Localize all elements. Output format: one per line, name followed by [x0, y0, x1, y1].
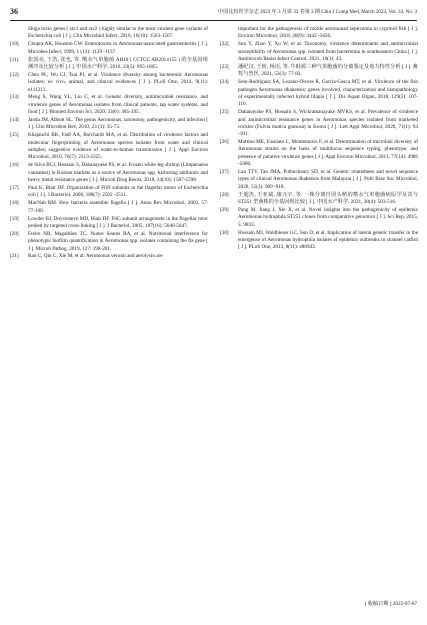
reference-number: [30]: [220, 229, 229, 236]
reference-entry: [10, 216, 208, 231]
reference-text: Dahanayake PS, Hossain S, Wickramanayake MVKS, et al. Prevalence of virulence and antimicrobial resistance genes in Aeromonas species isolated from marketed cockles (Fulvia mutica granosa) in Korea [ J ]. Lett Appl Microbiol, 2020, 71(1): 94 -101.: [238, 109, 418, 138]
reference-number: [20]: [10, 230, 19, 237]
reference-number: [25]: [220, 109, 229, 116]
reference-number: [22]: [220, 41, 229, 48]
reference-number: [10]: [10, 41, 19, 48]
running-title: 中国比较医学杂志 2023 年 3 月第 33 卷第 3 期 Chin J Comp Med, March 2023, Vol. 33, No. 3: [218, 9, 417, 15]
reference-number: [28]: [220, 191, 229, 198]
reference-entry: [220, 192, 418, 207]
reference-number: [14]: [10, 117, 19, 124]
reference-entry: [10, 117, 208, 132]
reference-entry: [10, 41, 208, 56]
reference-entry: [10, 72, 208, 94]
reference-text: Hossain MJ, Waldbieser GC, Sun D, et al. Implication of lateral genetic transfer in the emergence of Aeromonas hydrophila isolates of epidemic outbreaks in channel catfish [ J ]. PLoS One, 2013, 8(11): e80943.: [238, 229, 418, 251]
reference-continuation: Shiga toxin genes ( stx1 and stx2 ) highly similar to the most virulent gene variants of Escherichia coli [ J ]. Clin Microbiol Infect, 2016, 16(10): 1563-1567.: [28, 26, 208, 40]
reference-number: [17]: [10, 184, 19, 191]
reference-text: Martino ME, Fasolato L, Montemurro F, et al. Determination of microbial diversity of Aeromonas strains on the basis of multilocus sequence typing, phenotype, and presence of putative virulence genes [ J ]. Appl Environ Microbiol, 2011, 77(14): 4986 -5000.: [238, 139, 418, 168]
reference-text: MacNab RM. How bacteria assemble flagella [ J ]. Annu Rev Microbiol, 2003, 57: 77-100.: [28, 200, 208, 214]
page-header: [10, 8, 417, 18]
reference-text: Lowder BJ, Duyvesteyn MD, Blair DF. FliG subunit arrangement in the flagellar rotor probed by targeted cross-linking [ J ]. J Bacteriol, 2005, 187(16): 5640-5647.: [28, 215, 208, 229]
reference-number: [11]: [10, 56, 19, 63]
reference-number: [15]: [10, 132, 19, 139]
reference-entry: [10, 94, 208, 116]
reference-text: Freire NB, Magalhães TC, Nunes Soares RA, et al. Nutritional interference for phenotypic biofilm quantification in Aeromonas spp. isolates containing the fla gene [ J ]. Microb Pathog, 2019, 127: 198-201.: [28, 230, 208, 252]
reference-number: [24]: [220, 79, 229, 86]
reference-entry: [220, 109, 418, 138]
reference-entry: [220, 41, 418, 63]
reference-text: Soto-Rodriguez SA, Lozano-Olvera R, Garcia-Gasca MT, et al. Virulence of the fish pathogen Aeromonas dhakensis; genes involved, characterization and histopathology of experimentally infected hybrid tilapia [ J ]. Dis Aquat Organ, 2018, 129(2): 107-116.: [238, 79, 418, 108]
reference-entry: [220, 230, 418, 252]
reference-entry: [220, 207, 418, 229]
reference-entry: [220, 169, 418, 191]
reference-number: [23]: [220, 63, 229, 70]
reference-text: Sun Y, Zhao Y, Xu W, et al. Taxonomy, virulence determinants and antimicrobial susceptibility of Aeromonas spp. isolated from bacteremia in southeastern China [ J ]. Antimicrob Resist Infect Control, 2021, 10(1): 43.: [238, 41, 418, 62]
reference-number: [16]: [10, 162, 19, 169]
reference-text: Ran C, Qin C, Xie M, et al. Aeromonas veronii and aerolysin are: [28, 253, 163, 260]
reference-entry: [10, 162, 208, 184]
reference-text: de Silva BCJ, Hossain S, Dahanayake PS, et al. Frozen white-leg shrimp (Litopenaeus vannamei) in Korean markets as a source of Aeromonas spp. harboring antibiotic and heavy metal resistance genes [ J ]. Microb Drug Resist, 2018, 24(10): 1587-1598.: [28, 162, 208, 184]
reference-text: Chopra AK, Houston CW. Enterotoxins in Aeromonas-associated gastroenteritis [ J ]. Microbes Infect, 1999, 1 (13): 1129 -1137.: [28, 41, 208, 55]
reference-text: Janda JM, Abbott SL. The genus Aeromonas; taxonomy, pathogenicity, and infection [ J ]. Clin Microbiol Rev, 2010, 23 (1): 35-73.: [28, 117, 208, 131]
reference-number: [21]: [10, 253, 19, 260]
reference-number: [13]: [10, 94, 19, 101]
reference-text: 潘纪汉, 王转, 杨语, 等. 牛蛙源三种气单胞菌的分离鉴定及毒力特性分析 [ J ]. 畜牧与兽医, 2021, 53(3): 77-83.: [238, 63, 418, 78]
reference-number: [18]: [10, 200, 19, 207]
reference-number: [27]: [220, 169, 229, 176]
reference-entry: [220, 139, 418, 168]
reference-entry: [10, 185, 208, 200]
reference-entry: [220, 64, 418, 79]
reference-text: Khajanchi BK, Fadl AA, Borchardt MA, et al. Distribution of virulence factors and molecular fingerprinting of Aeromonas species isolates from water and clinical samples; suggestive evidence of water-to-human transmission [ J ]. Appl Environ Microbiol, 2010, 76(7): 2313-2325.: [28, 132, 208, 161]
reference-text: Lau TTV, Tan JMA, Puthucheary SD, et al. Genetic relatedness and novel sequence types of clinical Aeromonas dhakensis from Malaysia [ J ]. Publ Braz Soc Microbiol, 2020, 51(3): 909 -918.: [238, 169, 418, 190]
reference-entry: [220, 79, 418, 108]
left-column: [10, 26, 208, 261]
reference-text: 张国亮, 王浩, 张也, 等. 嗜水气单胞菌 AH10 ( CCTCC AB2014155 ) 的全基因组测序及比较分析 [ J ]. 中国水产科学, 2016, 23(5): 995-1005.: [28, 56, 208, 70]
reference-entry: [10, 253, 208, 260]
page-number: 36: [10, 7, 18, 16]
reference-text: Chen PL, Wu CJ, Tsai PJ, et al. Virulence diversity among bacteremic Aeromonas isolates; ex vivo, animal, and clinical evidences [ J ]. PLoS One, 2014, 9(11): e111213.: [28, 71, 208, 93]
reference-entry: [10, 132, 208, 161]
reference-number: [26]: [220, 139, 229, 146]
reference-number: [12]: [10, 71, 19, 78]
reference-entry: [10, 57, 208, 72]
reference-number: [29]: [220, 207, 229, 213]
right-column: [220, 26, 418, 252]
reference-text: 王超杰, 王亚斌, 康兴宇, 等. 一株分离自团头鲂的嗜水气单胞菌病原学及其与 ST251 型菌株的全基因组比较 [ J ]. 中国水产科学, 2021, 28(4): 503-516.: [238, 191, 418, 206]
reference-text: Meng S, Wang YL, Liu C, et al. Genetic diversity, antimicrobial resistance, and virulence genes of Aeromonas isolates from clinical patients, tap water systems, and food [ J ]. Biomed Environ Sci, 2020, 33(6): 385-395.: [28, 94, 208, 116]
reference-entry: [10, 231, 208, 253]
reference-continuation: important for the pathogenesis of motile aeromonad septicemia in cyprinid fish [ J ]. Environ Microbiol, 2018, 20(9): 3442 -3456.: [238, 26, 418, 40]
reference-number: [19]: [10, 215, 19, 222]
reference-text: Paul K, Blair DF. Organization of FliN subunits in the flagellar motor of Escherichia coli [ J ]. J Bacteriol, 2006, 188(7): 2502 -2511.: [28, 184, 208, 199]
received-date: [ 收稿日期 ] 2022-07-07: [364, 601, 417, 607]
reference-entry: [10, 200, 208, 215]
reference-text: Pang M, Jiang J, Xie X, et al. Novel insights into the pathogenicity of epidemic Aeromonas hydrophila ST251 clones from comparative genomics [ J ]. Sci Rep, 2015, 5: 9833.: [238, 207, 418, 228]
header-rule: [10, 20, 417, 21]
